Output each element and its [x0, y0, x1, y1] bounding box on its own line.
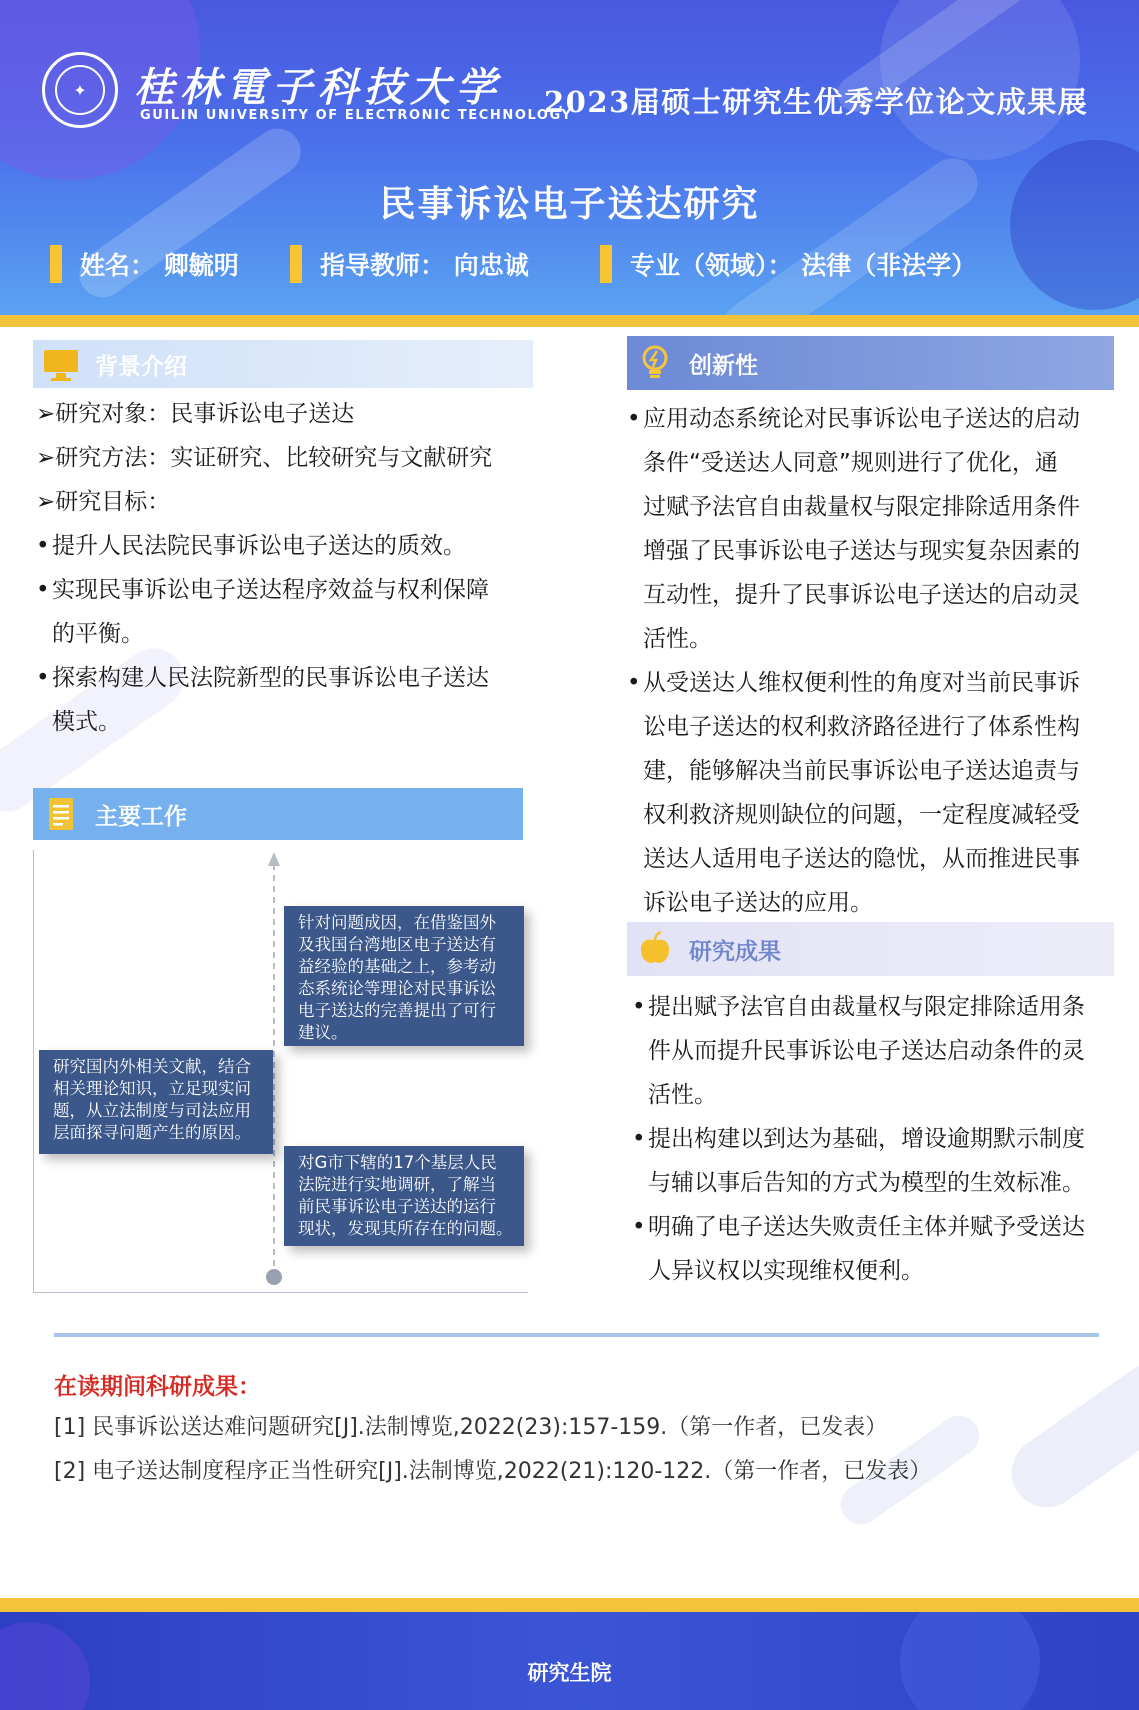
apple-icon	[635, 929, 675, 969]
accent-bar	[290, 245, 302, 283]
footer-text: 研究生院	[527, 1661, 612, 1685]
monitor-icon	[41, 344, 81, 384]
decor-streak	[998, 1349, 1139, 1521]
lightbulb-icon	[635, 343, 675, 383]
university-logo	[42, 52, 118, 128]
goals-list	[36, 524, 492, 744]
results-section-title: 研究成果	[689, 938, 781, 965]
list-item: • 提升人民法院民事诉讼电子送达的质效。	[36, 533, 466, 559]
publication-item: [1] 民事诉讼送达难问题研究[J].法制博览,2022(23):157-159.（第一作者，已发表）	[54, 1415, 888, 1440]
list-item: • 明确了电子送达失败责任主体并赋予受送达 人异议权以实现维权便利。	[632, 1214, 1085, 1284]
background-content	[36, 392, 492, 744]
meta-name-text: 姓名： 卿毓明	[80, 251, 239, 280]
innovation-section-title: 创新性	[689, 352, 758, 379]
university-name-en: GUILIN UNIVERSITY OF ELECTRONIC TECHNOLOGY	[140, 108, 573, 123]
meta-name	[50, 244, 239, 284]
background-line: ➢研究方法：实证研究、比较研究与文献研究	[36, 445, 493, 471]
main-work-diagram	[33, 850, 528, 1293]
list-item: • 提出构建以到达为基础，增设逾期默示制度 与辅以事后告知的方式为模型的生效标准。	[632, 1126, 1085, 1196]
university-name-cn: 桂林電子科技大学	[134, 64, 502, 111]
publication-item: [2] 电子送达制度程序正当性研究[J].法制博览,2022(21):120-122.（第一作者，已发表）	[54, 1459, 932, 1484]
footer-banner	[0, 1612, 1139, 1710]
accent-bar	[50, 245, 62, 283]
work-step-proposal: 针对问题成因，在借鉴国外 及我国台湾地区电子送达有 益经验的基础之上，参考动 态系统论等理论对民事诉讼 电子送达的完善提出了可行 建议。	[284, 906, 524, 1046]
list-item: • 应用动态系统论对民事诉讼电子送达的启动 条件“受送达人同意”规则进行了优化，通 过赋予法官自由裁量权与限定排除适用条件 增强了民事诉讼电子送达与现实复杂因素的 互动性，提升了民事诉讼电子送达的启动灵 活性。	[627, 406, 1080, 652]
document-icon	[41, 794, 81, 834]
background-section-header	[33, 340, 533, 388]
background-line: ➢研究目标：	[36, 489, 171, 515]
publications-title: 在读期间科研成果：	[54, 1374, 261, 1400]
footer-gold-divider	[0, 1598, 1139, 1612]
meta-advisor-text: 指导教师： 向忠诚	[320, 251, 529, 280]
seal-icon: ✦	[55, 65, 105, 115]
exhibition-title: 2023届硕士研究生优秀学位论文成果展	[544, 85, 1089, 119]
background-line: ➢研究对象：民事诉讼电子送达	[36, 401, 355, 427]
list-item: • 提出赋予法官自由裁量权与限定排除适用条 件从而提升民事诉讼电子送达启动条件的灵 活性。	[632, 994, 1085, 1108]
thesis-title: 民事诉讼电子送达研究	[379, 184, 760, 225]
main-work-section-title: 主要工作	[95, 803, 187, 830]
background-section-title: 背景介绍	[95, 353, 187, 380]
work-step-survey: 对G市下辖的17个基层人民 法院进行实地调研，了解当 前民事诉讼电子送达的运行 现状，发现其所存在的问题。	[284, 1146, 524, 1246]
work-step-literature: 研究国内外相关文献，结合 相关理论知识，立足现实问 题，从立法制度与司法应用 层面探寻问题产生的原因。	[39, 1050, 273, 1154]
list-item: • 从受送达人维权便利性的角度对当前民事诉 讼电子送达的权利救济路径进行了体系性构 建，能够解决当前民事诉讼电子送达追责与 权利救济规则缺位的问题，一定程度减轻受 送达人适用电子送达的隐忧，从而推进民事 诉讼电子送达的应用。	[627, 670, 1080, 916]
innovation-section-header	[627, 336, 1114, 390]
results-list	[632, 985, 1085, 1293]
meta-advisor	[290, 244, 529, 284]
meta-major-text: 专业（领域）： 法律（非法学）	[630, 251, 977, 280]
section-divider	[54, 1333, 1099, 1337]
meta-major	[600, 244, 976, 284]
main-work-section-header	[33, 788, 523, 840]
list-item: • 探索构建人民法院新型的民事诉讼电子送达 模式。	[36, 665, 489, 735]
innovation-list	[627, 397, 1080, 925]
accent-bar	[600, 245, 612, 283]
list-item: • 实现民事诉讼电子送达程序效益与权利保障 的平衡。	[36, 577, 489, 647]
results-section-header	[627, 922, 1114, 976]
header-gold-divider	[0, 315, 1139, 327]
